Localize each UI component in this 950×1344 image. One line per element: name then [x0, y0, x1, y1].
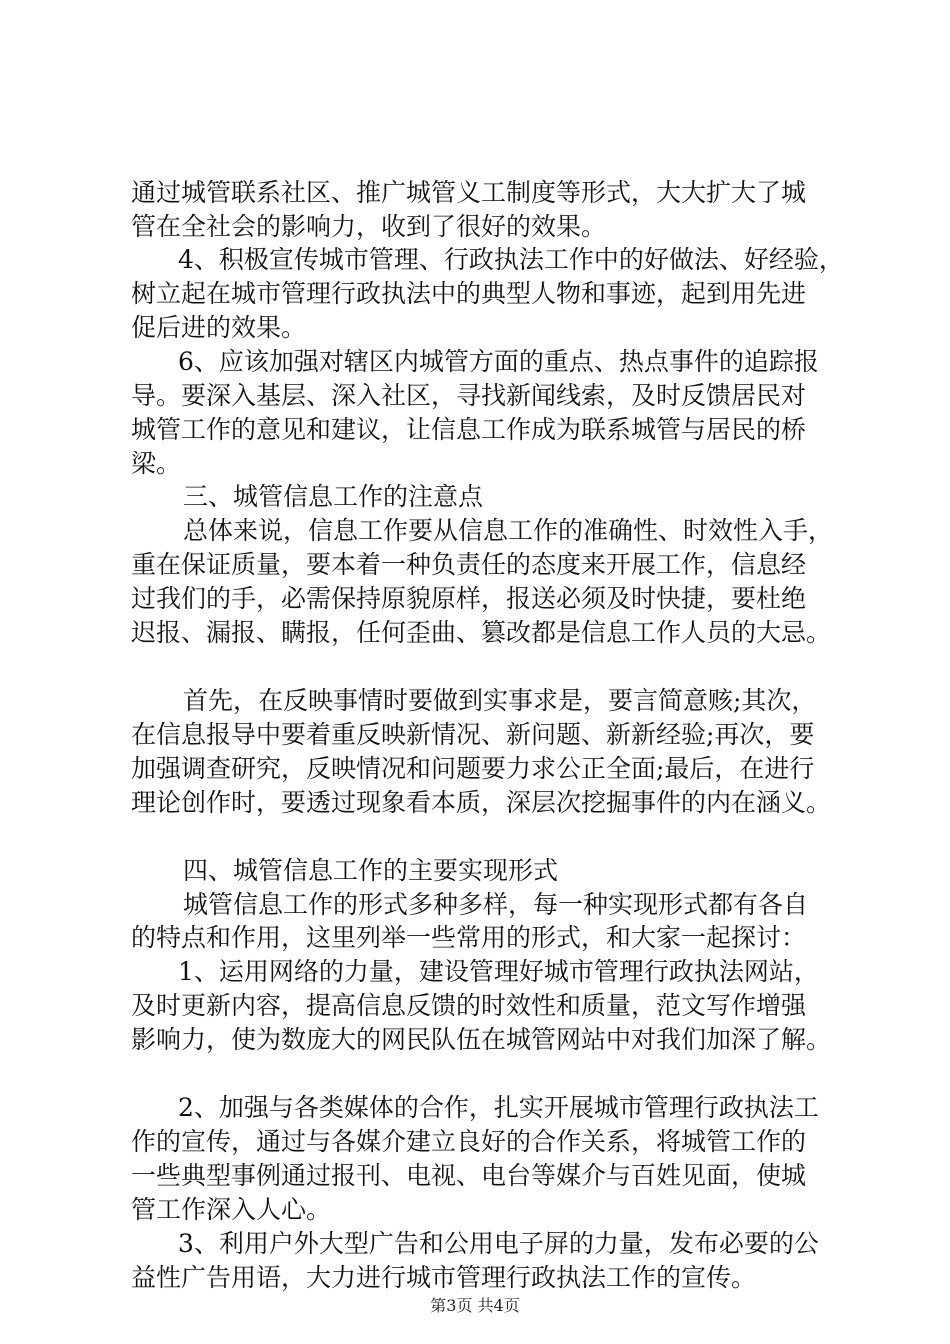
text-line: 6、应该加强对辖区内城管方面的重点、热点事件的追踪报 [178, 347, 819, 376]
text-line: 管工作深入人心。 [131, 1195, 332, 1224]
page-footer: 第3页 共4页 [430, 1296, 520, 1315]
text-line: 首先，在反映事情时要做到实事求是，要言简意赅;其次， [183, 686, 817, 715]
text-line: 树立起在城市管理行政执法中的典型人物和事迹，起到用先进 [131, 279, 807, 308]
text-line: 总体来说，信息工作要从信息工作的准确性、时效性入手， [183, 516, 834, 545]
text-line: 梁。 [131, 449, 182, 478]
text-line: 1、运用网络的力量，建设管理好城市管理行政执法网站， [178, 957, 819, 986]
text-line: 及时更新内容，提高信息反馈的时效性和质量，范文写作增强 [131, 991, 807, 1020]
text-line: 3、利用户外大型广告和公用电子屏的力量，发布必要的公 [178, 1229, 819, 1258]
text-line: 通过城管联系社区、推广城管义工制度等形式，大大扩大了城 [131, 178, 807, 207]
text-line: 城管工作的意见和建议，让信息工作成为联系城管与居民的桥 [131, 415, 807, 444]
text-line: 迟报、漏报、瞒报，任何歪曲、篡改都是信息工作人员的大忌。 [131, 618, 832, 647]
text-line: 益性广告用语，大力进行城市管理行政执法工作的宣传。 [131, 1263, 757, 1292]
text-line: 促后进的效果。 [131, 313, 307, 342]
text-line: 重在保证质量，要本着一种负责任的态度来开展工作，信息经 [131, 550, 807, 579]
text-line: 管在全社会的影响力，收到了很好的效果。 [131, 212, 607, 241]
text-line: 城管信息工作的形式多种多样，每一种实现形式都有各自 [183, 890, 809, 919]
text-line: 导。要深入基层、深入社区，寻找新闻线索，及时反馈居民对 [131, 381, 807, 410]
text-line: 理论创作时，要透过现象看本质，深层次挖掘事件的内在涵义。 [131, 788, 832, 817]
text-line: 2、加强与各类媒体的合作，扎实开展城市管理行政执法工 [178, 1093, 819, 1122]
section-heading: 四、城管信息工作的主要实现形式 [183, 856, 559, 885]
text-line: 加强调查研究，反映情况和问题要力求公正全面;最后，在进行 [131, 754, 815, 783]
section-heading: 三、城管信息工作的注意点 [183, 482, 484, 511]
text-line: 4、积极宣传城市管理、行政执法工作中的好做法、好经验， [178, 245, 844, 274]
text-line: 过我们的手，必需保持原貌原样，报送必须及时快捷，要杜绝 [131, 584, 807, 613]
text-line: 的特点和作用，这里列举一些常用的形式，和大家一起探讨： [131, 923, 807, 952]
text-line: 影响力，使为数庞大的网民队伍在城管网站中对我们加深了解。 [131, 1025, 832, 1054]
text-line: 作的宣传，通过与各媒介建立良好的合作关系，将城管工作的 [131, 1127, 807, 1156]
text-line: 一些典型事例通过报刊、电视、电台等媒介与百姓见面，使城 [131, 1161, 807, 1190]
text-line: 在信息报导中要着重反映新情况、新问题、新新经验;再次，要 [131, 720, 815, 749]
